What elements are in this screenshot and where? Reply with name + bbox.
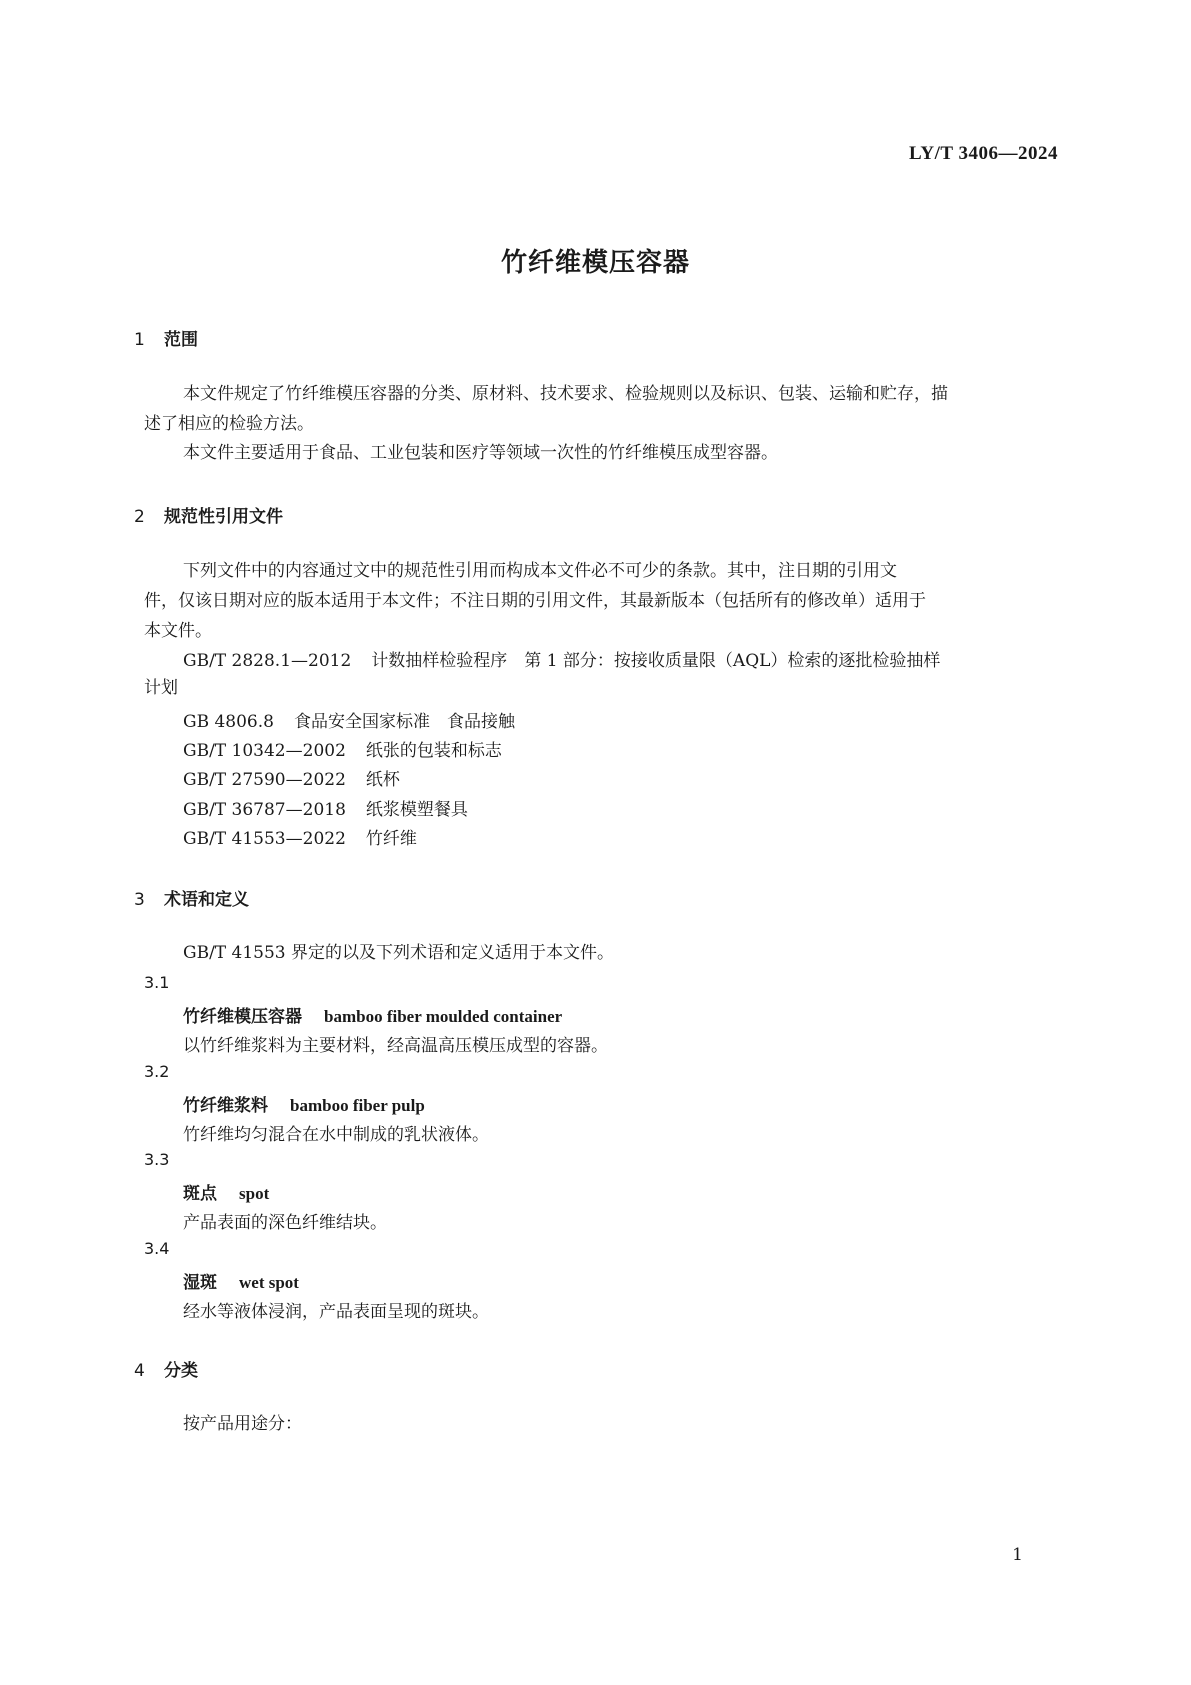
section-4-heading xyxy=(134,1356,198,1381)
section-title: 分类 xyxy=(164,1361,198,1381)
term-number: 3.1 xyxy=(144,973,170,992)
term-en: bamboo fiber moulded container xyxy=(324,1007,563,1026)
paragraph-continuation: 述了相应的检验方法。 xyxy=(144,414,314,434)
term-heading xyxy=(183,1268,299,1293)
term-en: spot xyxy=(239,1184,270,1203)
reference-code: GB/T 36787—2018 xyxy=(183,800,346,820)
term-zh: 竹纤维模压容器 xyxy=(183,1007,302,1027)
term-number: 3.3 xyxy=(144,1150,170,1169)
term-number: 3.2 xyxy=(144,1062,170,1081)
term-heading xyxy=(183,1179,269,1204)
document-title: 竹纤维模压容器 xyxy=(500,248,690,278)
paragraph-continuation: 本文件。 xyxy=(144,621,212,641)
paragraph: 本文件主要适用于食品、工业包装和医疗等领域一次性的竹纤维模压成型容器。 xyxy=(183,443,778,463)
term-heading xyxy=(183,1002,562,1027)
term-heading xyxy=(183,1091,425,1116)
reference-title: 纸浆模塑餐具 xyxy=(365,800,468,820)
reference-code: GB/T 41553—2022 xyxy=(183,829,346,849)
reference-title: 计数抽样检验程序 第 1 部分：按接收质量限（AQL）检索的逐批检验抽样 xyxy=(371,651,941,671)
reference-item xyxy=(183,765,400,790)
section-number: 3 xyxy=(134,890,145,910)
reference-continuation: 计划 xyxy=(144,678,178,698)
page-number: 1 xyxy=(1012,1545,1023,1565)
paragraph: 下列文件中的内容通过文中的规范性引用而构成本文件必不可少的条款。其中，注日期的引用文 xyxy=(183,561,897,581)
term-zh: 斑点 xyxy=(183,1184,217,1204)
term-en: bamboo fiber pulp xyxy=(290,1096,425,1115)
paragraph-continuation: 件，仅该日期对应的版本适用于本文件；不注日期的引用文件，其最新版本（包括所有的修改单）适用于 xyxy=(144,591,926,611)
section-2-heading xyxy=(134,502,283,527)
term-definition: 经水等液体浸润，产品表面呈现的斑块。 xyxy=(183,1302,489,1322)
standard-code: LY/T 3406—2024 xyxy=(908,143,1058,164)
reference-title: 竹纤维 xyxy=(365,829,417,849)
section-number: 4 xyxy=(134,1361,145,1381)
term-number: 3.4 xyxy=(144,1239,170,1258)
reference-code: GB/T 10342—2002 xyxy=(183,741,346,761)
term-zh: 竹纤维浆料 xyxy=(183,1096,268,1116)
reference-code: GB/T 2828.1—2012 xyxy=(183,651,352,671)
section-1-heading xyxy=(134,325,198,350)
term-en: wet spot xyxy=(239,1273,299,1292)
reference-code: GB/T 27590—2022 xyxy=(183,770,346,790)
term-zh: 湿斑 xyxy=(183,1273,217,1293)
reference-item xyxy=(183,646,940,671)
reference-title: 纸杯 xyxy=(365,770,400,790)
section-number: 1 xyxy=(134,330,145,350)
paragraph: 按产品用途分： xyxy=(183,1414,302,1434)
term-definition: 以竹纤维浆料为主要材料，经高温高压模压成型的容器。 xyxy=(183,1036,608,1056)
reference-item xyxy=(183,824,417,849)
term-definition: 竹纤维均匀混合在水中制成的乳状液体。 xyxy=(183,1125,489,1145)
reference-title: 食品安全国家标准 食品接触 xyxy=(293,712,515,732)
reference-code: GB 4806.8 xyxy=(183,712,274,732)
section-title: 范围 xyxy=(164,330,198,350)
term-definition: 产品表面的深色纤维结块。 xyxy=(183,1213,387,1233)
reference-title: 纸张的包装和标志 xyxy=(365,741,502,761)
reference-item xyxy=(183,736,502,761)
paragraph: 本文件规定了竹纤维模压容器的分类、原材料、技术要求、检验规则以及标识、包装、运输和贮存，描 xyxy=(183,384,948,404)
reference-item xyxy=(183,795,468,820)
paragraph: GB/T 41553 界定的以及下列术语和定义适用于本文件。 xyxy=(183,943,615,963)
section-title: 规范性引用文件 xyxy=(164,507,283,527)
reference-item xyxy=(183,707,515,732)
section-number: 2 xyxy=(134,507,145,527)
section-title: 术语和定义 xyxy=(164,890,249,910)
section-3-heading xyxy=(134,885,249,910)
